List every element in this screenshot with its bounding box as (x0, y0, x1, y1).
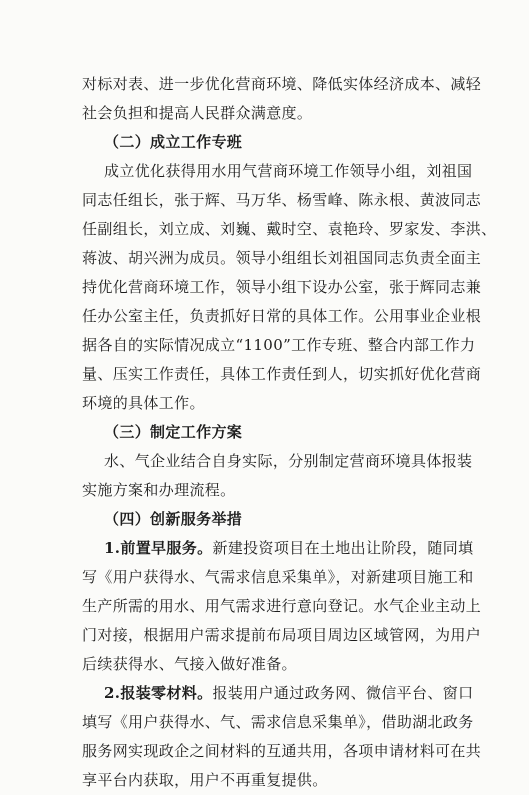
text-line: 社会负担和提高人民群众满意度。 (82, 104, 313, 122)
text-line: 任办公室主任，负责抓好日常的具体工作。公用事业企业根 (82, 307, 482, 325)
text-run: 新建投资项目在土地出让阶段，随同填 (212, 539, 474, 557)
text-line: 实施方案和办理流程。 (82, 481, 236, 499)
text-line: 门对接，根据用户需求提前布局项目周边区域管网，为用户 (82, 626, 482, 644)
text-run: 报装用户通过政务网、微信平台、窗口 (212, 684, 474, 702)
document-body (82, 70, 497, 795)
text-line: 环境的具体工作。 (82, 394, 205, 412)
text-line: 服务网实现政企之间材料的互通共用，各项申请材料可在共 (82, 742, 482, 760)
text-line: 填写《用户获得水、气、需求信息采集单》，借助湖北政务 (82, 713, 474, 731)
text-line: 享平台内获取，用户不再重复提供。 (82, 771, 328, 789)
paragraph-line (82, 534, 474, 563)
item-heading: 2.报装零材料。 (104, 684, 213, 702)
section-heading: （四）创新服务举措 (104, 510, 243, 528)
text-line: 写《用户获得水、气需求信息采集单》，对新建项目施工和 (82, 568, 474, 586)
paragraph-line (82, 679, 474, 708)
text-line: 后续获得水、气接入做好准备。 (82, 655, 297, 673)
text-line: 任副组长，刘立成、刘巍、戴时空、袁艳玲、罗家发、李洪、 (82, 220, 497, 238)
text-line: 量、压实工作责任，具体工作责任到人，切实抓好优化营商 (82, 365, 482, 383)
text-line: 生产所需的用水、用气需求进行意向登记。水气企业主动上 (82, 597, 482, 615)
text-line: 水、气企业结合自身实际，分别制定营商环境具体报装 (104, 452, 473, 470)
text-line: 蒋波、胡兴洲为成员。领导小组组长刘祖国同志负责全面主 (82, 249, 482, 267)
text-line: 持优化营商环境工作，领导小组下设办公室，张于辉同志兼 (82, 278, 482, 296)
text-line: 据各自的实际情况成立“1100”工作专班、整合内部工作力 (82, 336, 476, 354)
text-line: 同志任组长，张于辉、马万华、杨雪峰、陈永根、黄波同志 (82, 191, 482, 209)
text-line: 对标对表、进一步优化营商环境、降低实体经济成本、减轻 (82, 75, 482, 93)
section-heading: （三）制定工作方案 (104, 423, 243, 441)
item-heading: 1.前置早服务。 (104, 539, 213, 557)
section-heading: （二）成立工作专班 (104, 133, 243, 151)
text-line: 成立优化获得用水用气营商环境工作领导小组，刘祖国 (104, 162, 473, 180)
